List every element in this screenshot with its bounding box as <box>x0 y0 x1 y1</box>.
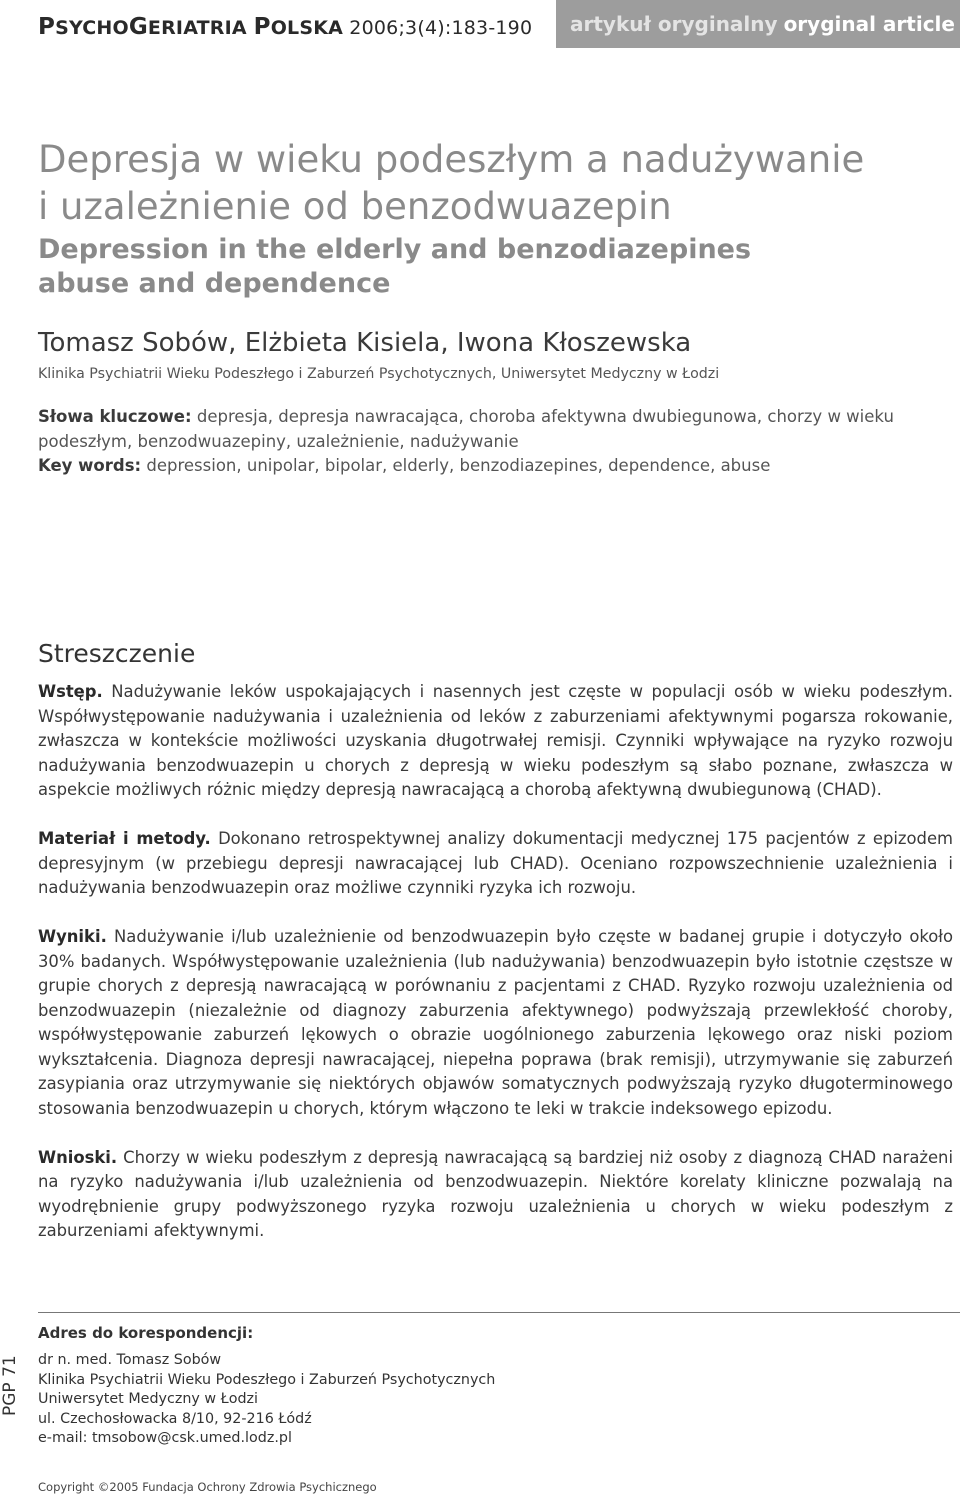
page-number-label: PGP 71 <box>0 1355 20 1416</box>
title-en-line1: Depression in the elderly and benzodiazepines <box>38 234 752 265</box>
article-type-en: oryginal article <box>783 12 955 36</box>
journal-initial-p2: P <box>253 14 271 40</box>
keywords-block <box>38 405 938 479</box>
correspondence-line: ul. Czechosłowacka 8/10, 92-216 Łódź <box>38 1410 312 1427</box>
title-pl-line2: i uzależnienie od benzodwuazepin <box>38 185 672 228</box>
authors: Tomasz Sobów, Elżbieta Kisiela, Iwona Kłoszewska <box>38 328 692 358</box>
journal-sycho: SYCHO <box>55 17 129 39</box>
section-label: Wnioski. <box>38 1147 118 1167</box>
correspondence-email: e-mail: tmsobow@csk.umed.lodz.pl <box>38 1430 292 1447</box>
copyright-notice: Copyright ©2005 Fundacja Ochrony Zdrowia Psychicznego <box>38 1480 377 1494</box>
title-pl-line1: Depresja w wieku podeszłym a nadużywanie <box>38 138 865 181</box>
correspondence-line: Uniwersytet Medyczny w Łodzi <box>38 1391 258 1408</box>
title-en-line2: abuse and dependence <box>38 268 391 299</box>
abstract-section-results <box>38 925 953 1121</box>
keywords-pl-label: Słowa kluczowe: <box>38 407 192 426</box>
keywords-en-text: depression, unipolar, bipolar, elderly, benzodiazepines, dependence, abuse <box>146 456 771 475</box>
keywords-pl <box>38 405 938 454</box>
journal-eriatria: ERIATRIA <box>147 17 247 39</box>
abstract-heading: Streszczenie <box>38 639 196 668</box>
section-label: Materiał i metody. <box>38 829 211 848</box>
abstract-section-conclusions <box>38 1146 953 1244</box>
section-text: Nadużywanie leków uspokajających i nasennych jest częste w populacji osób w wieku podeszłym. Współwystępowanie nadużywania i uzależnienia od leków z zaburzeniami afektywnymi pogarsza rokowanie, zwłaszcza w kontekście możliwości uzyskania długotrwałej remisji. Czynniki wpływające na ryzyko rozwoju nadużywania benzodwuazepin u chorych z depresją w wieku podeszłym są słabo poznane, zwłaszcza w aspekcie możliwych różnic między depresją nawracającą a chorobą afektywną dwubiegunową (CHAD). <box>38 682 953 799</box>
journal-initial-g: G <box>128 14 148 40</box>
section-text: Dokonano retrospektywnej analizy dokumentacji medycznej 175 pacjentów z epizodem depresyjnym (w przebiegu depresji nawracającej lub CHAD). Oceniano rozpowszechnienie uzależnienia i nadużywania benzodwuazepin oraz możliwe czynniki ryzyka ich rozwoju. <box>38 829 953 897</box>
abstract-section-intro <box>38 680 953 803</box>
section-text: Nadużywanie i/lub uzależnienie od benzodwuazepin było częste w badanej grupie i dotyczyło około 30% badanych. Współwystępowanie uzależnienia (lub nadużywania) benzodwuazepin było istotnie częstsze w grupie chorych z depresją nawracającą w porównaniu z pacjentami z CHAD. Ryzyko rozwoju uzależnienia od benzodwuazepin (niezależnie od diagnozy zaburzenia afektywnego) podwyższają przewlekłość choroby, współwystępowanie zaburzeń lękowych o obrazie uogólnionego zaburzenia lękowego oraz niski poziom wykształcenia. Diagnoza depresji nawracającej, niepełna poprawa (brak remisji), utrzymywanie się zaburzeń zasypiania oraz utrzymywanie się niektórych objawów somatycznych podwyższają ryzyko długoterminowego stosowania benzodwuazepin u chorych, którym włączono te leki w trakcie indeksowego epizodu. <box>38 927 953 1118</box>
title-english <box>38 233 938 301</box>
keywords-pl-text: depresja, depresja nawracająca, choroba afektywna dwubiegunowa, chorzy w wieku podeszłym, benzodwuazepiny, uzależnienie, nadużywanie <box>38 407 894 451</box>
journal-name <box>38 14 548 40</box>
correspondence-address <box>38 1351 658 1449</box>
keywords-en-label: Key words: <box>38 456 142 475</box>
divider <box>38 1312 960 1313</box>
abstract-section-methods <box>38 827 953 901</box>
keywords-en <box>38 454 938 479</box>
section-label: Wstęp. <box>38 682 103 701</box>
correspondence-line: dr n. med. Tomasz Sobów <box>38 1352 222 1368</box>
title-polish <box>38 136 958 230</box>
journal-initial-p: P <box>38 14 56 40</box>
affiliation: Klinika Psychiatrii Wieku Podeszłego i Zaburzeń Psychotycznych, Uniwersytet Medyczny w Łodzi <box>38 366 720 382</box>
correspondence-title: Adres do korespondencji: <box>38 1324 254 1342</box>
article-type-banner <box>556 0 960 48</box>
section-label: Wyniki. <box>38 927 107 946</box>
article-type-pl: artykuł oryginalny <box>570 12 778 36</box>
section-text: Chorzy w wieku podeszłym z depresją nawracającą są bardziej niż osoby z diagnozą CHAD narażeni na ryzyko nadużywania i/lub uzależnienia od benzodwuazepin. Niektóre korelaty kliniczne pozwalają na wyodrębnienie grupy podwyższonego ryzyka rozwoju uzależnienia u chorych w wieku podeszłym z zaburzeniami afektywnymi. <box>38 1147 953 1240</box>
abstract-body <box>38 680 953 1268</box>
journal-olska: OLSKA <box>270 17 344 39</box>
correspondence-line: Klinika Psychiatrii Wieku Podeszłego i Zaburzeń Psychotycznych <box>38 1371 496 1388</box>
journal-issue: 2006;3(4):183-190 <box>343 17 533 39</box>
